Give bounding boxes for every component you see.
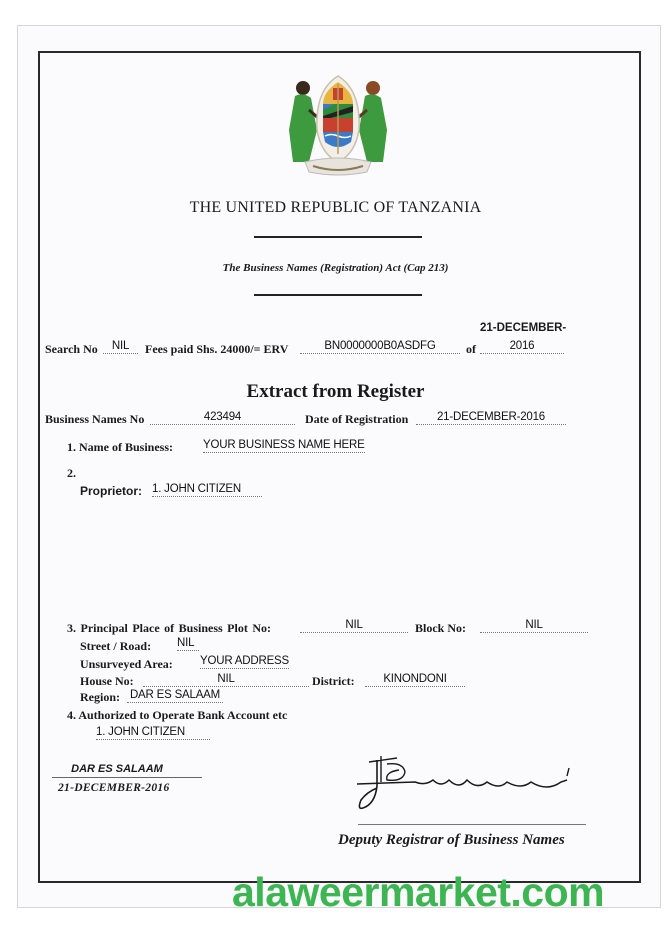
region-value: DAR ES SALAAM xyxy=(127,688,223,703)
block-no-value: NIL xyxy=(480,618,588,633)
act-title: The Business Names (Registration) Act (Cap 213) xyxy=(222,262,449,274)
date-of-registration-value: 21-DECEMBER-2016 xyxy=(416,410,566,425)
search-no-value: NIL xyxy=(103,339,138,354)
search-date-line1: 21-DECEMBER- xyxy=(480,322,567,334)
principal-place-label: 3. Principal Place of Business Plot No: xyxy=(67,621,271,635)
country-title: THE UNITED REPUBLIC OF TANZANIA xyxy=(189,199,482,216)
signature-line xyxy=(358,824,586,825)
street-road-label: Street / Road: xyxy=(80,639,152,653)
bank-account-value: 1. JOHN CITIZEN xyxy=(96,725,210,740)
proprietor-value: 1. JOHN CITIZEN xyxy=(152,482,262,497)
name-of-business-label: 1. Name of Business: xyxy=(67,440,174,454)
date-of-registration-label: Date of Registration xyxy=(305,412,409,426)
plot-no-value: NIL xyxy=(300,618,408,633)
district-label: District: xyxy=(312,674,355,688)
business-names-no-value: 423494 xyxy=(150,410,295,425)
unsurveyed-area-value: YOUR ADDRESS xyxy=(200,655,289,667)
search-date-line2: 2016 xyxy=(480,339,564,354)
watermark-text: alaweermarket.com xyxy=(232,869,605,915)
unsurveyed-area-label: Unsurveyed Area: xyxy=(80,657,173,671)
issue-date: 21-DECEMBER-2016 xyxy=(58,782,170,794)
shield xyxy=(317,76,359,162)
signatory-title: Deputy Registrar of Business Names xyxy=(338,832,565,848)
business-names-no-label: Business Names No xyxy=(45,412,145,426)
registrar-signature xyxy=(355,752,585,812)
of-label: of xyxy=(466,342,476,356)
item-2-number: 2. xyxy=(67,466,76,480)
name-of-business-value: YOUR BUSINESS NAME HERE xyxy=(203,439,365,451)
proprietor-label: Proprietor: xyxy=(80,484,143,498)
document-title: Extract from Register xyxy=(246,381,425,402)
fees-label: Fees paid Shs. 24000/= ERV xyxy=(145,342,289,356)
issue-place-underline xyxy=(52,777,202,778)
block-no-label: Block No: xyxy=(415,621,466,635)
district-value: KINONDONI xyxy=(365,672,465,687)
bank-account-label: 4. Authorized to Operate Bank Account etc xyxy=(67,708,288,722)
divider-top xyxy=(254,236,422,238)
house-no-value: NIL xyxy=(143,672,309,687)
house-no-label: House No: xyxy=(80,674,134,688)
divider-bottom xyxy=(254,294,422,296)
search-no-label: Search No xyxy=(45,342,98,356)
erv-value: BN0000000B0ASDFG xyxy=(300,339,460,354)
region-label: Region: xyxy=(80,690,120,704)
issue-place: DAR ES SALAAM xyxy=(71,763,163,775)
coat-of-arms-emblem xyxy=(283,70,393,180)
street-road-value: NIL xyxy=(177,636,199,651)
